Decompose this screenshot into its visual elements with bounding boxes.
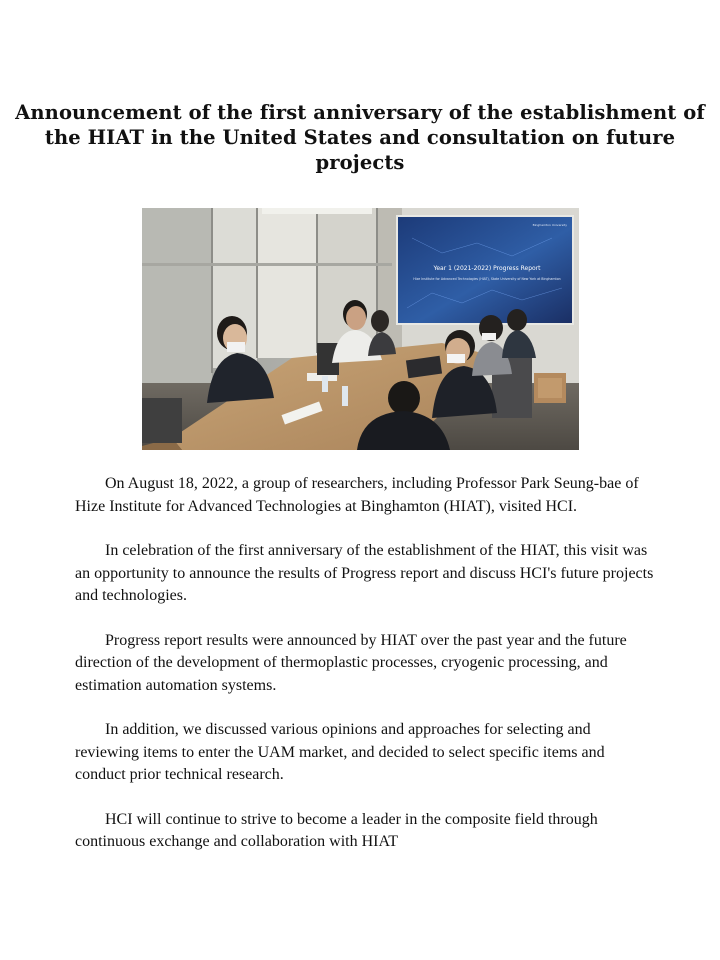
document-title: Announcement of the first anniversary of the establishment of the HIAT in the United States and consultation on future projects [15,101,705,174]
paragraph-progress-report: Progress report results were announced by HIAT over the past year and the future direction of the development of thermoplastic processes, cryogenic processing, and estimation automation systems. [75,631,627,694]
paragraph-celebration: In celebration of the first anniversary of the establishment of the HIAT, this visit was an opportunity to announce the results of Progress report and discuss HCI's future projects and technologies. [75,542,654,604]
paragraph-uam-market: In addition, we discussed various opinions and approaches for selecting and reviewing items to enter the UAM market, and decided to select specific items and conduct prior technical research. [75,721,605,783]
screen-corner-label: Binghamton University [532,223,567,227]
paragraph-collaboration: HCI will continue to strive to become a leader in the composite field through continuous exchange and collaboration with HIAT [75,810,598,850]
meeting-photo [142,208,579,450]
screen-subtitle: Hize Institute for Advanced Technologies (HIAT), State University of New York at Binghamton [413,277,561,281]
article-body [75,473,655,876]
paragraph-visit: On August 18, 2022, a group of researchers, including Professor Park Seung-bae of Hize Institute for Advanced Technologies at Binghamton (HIAT), visited HCI. [75,475,639,515]
screen-title: Year 1 (2021-2022) Progress Report [433,265,541,272]
meeting-photo-illustration [142,208,579,450]
